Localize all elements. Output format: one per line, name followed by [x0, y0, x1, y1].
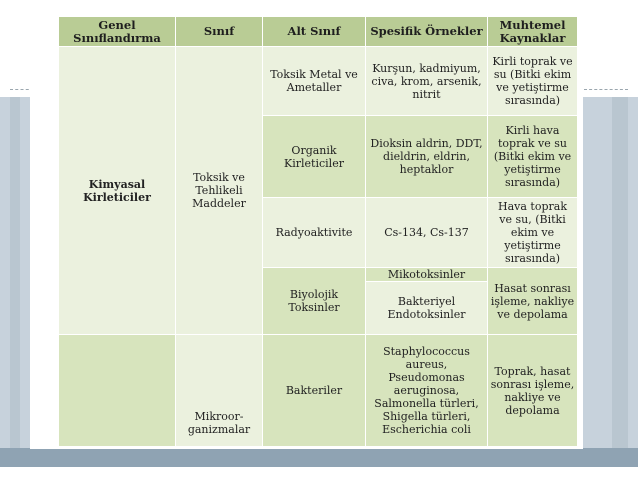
- slide-left-side-bar: [10, 97, 20, 448]
- slide-right-side-bar: [612, 97, 628, 448]
- contaminant-classification-table: [58, 16, 578, 447]
- slide-right-divider: [584, 89, 628, 90]
- cell-toksik-metal: Toksik Metal ve Ametaller: [263, 47, 366, 116]
- table-row: [59, 335, 578, 447]
- cell-ornek-radyo: Cs-134, Cs-137: [366, 198, 488, 268]
- cell-kaynak-organik: Kirli hava toprak ve su (Bitki ekim ve yetiştirme sırasında): [488, 116, 578, 198]
- cell-ornek-endotoksin: Bakteriyel Endotoksinler: [366, 282, 488, 335]
- header-muhtemel-kaynaklar: Muhtemel Kaynaklar: [488, 17, 578, 47]
- cell-biyolojik-kirleticiler: [59, 335, 176, 447]
- cell-toksik-tehlikeli: Toksik ve Tehlikeli Maddeler: [176, 47, 263, 335]
- cell-mikroorganizmalar: Mikroor-ganizmalar: [176, 335, 263, 447]
- header-sinif: Sınıf: [176, 17, 263, 47]
- cell-radyoaktivite: Radyoaktivite: [263, 198, 366, 268]
- cell-kaynak-biyo: Hasat sonrası işleme, nakliye ve depolama: [488, 268, 578, 335]
- cell-bakteriler: Bakteriler: [263, 335, 366, 447]
- table-header-row: [59, 17, 578, 47]
- slide-content: [30, 0, 583, 449]
- cell-ornek-metal: Kurşun, kadmiyum, civa, krom, arsenik, nitrit: [366, 47, 488, 116]
- cell-organik: Organik Kirleticiler: [263, 116, 366, 198]
- header-spesifik-ornekler: Spesifik Örnekler: [366, 17, 488, 47]
- cell-biyolojik-toksinler: Biyolojik Toksinler: [263, 268, 366, 335]
- cell-kaynak-metal: Kirli toprak ve su (Bitki ekim ve yetiştirme sırasında): [488, 47, 578, 116]
- header-alt-sinif: Alt Sınıf: [263, 17, 366, 47]
- cell-ornek-bakteri: Staphylococcus aureus, Pseudomonas aeruginosa, Salmonella türleri, Shigella türleri, Escherichia coli: [366, 335, 488, 447]
- cell-kimyasal-kirleticiler: Kimyasal Kirleticiler: [59, 47, 176, 335]
- header-genel-siniflandirma: Genel Sınıflandırma: [59, 17, 176, 47]
- table-row: [59, 47, 578, 116]
- cell-ornek-organik: Dioksin aldrin, DDT, dieldrin, eldrin, heptaklor: [366, 116, 488, 198]
- slide-bottom-band: [0, 448, 638, 467]
- cell-kaynak-bakteri: Toprak, hasat sonrası işleme, nakliye ve depolama: [488, 335, 578, 447]
- cell-ornek-mikotoksin: Mikotoksinler: [366, 268, 488, 282]
- cell-kaynak-radyo: Hava toprak ve su, (Bitki ekim ve yetiştirme sırasında): [488, 198, 578, 268]
